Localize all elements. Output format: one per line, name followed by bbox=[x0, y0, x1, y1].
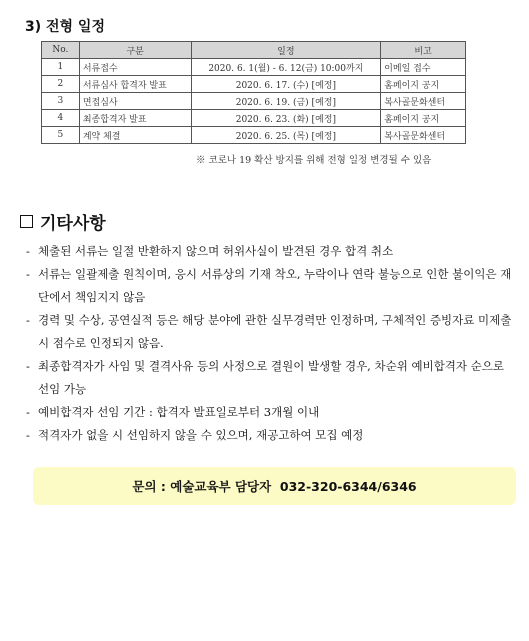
cell-remark: 복사골문화센터 bbox=[381, 127, 466, 144]
dash-icon: - bbox=[26, 313, 30, 327]
schedule-table bbox=[41, 41, 466, 144]
table-header-row bbox=[42, 42, 466, 59]
list-item-text: 예비합격자 선임 기간 : 합격자 발표일로부터 3개월 이내 bbox=[38, 405, 320, 419]
list-item-text: 서류는 일괄제출 원칙이며, 응시 서류상의 기재 착오, 누락이나 연락 불능으로 인한 불이익은 재단에서 책임지지 않음 bbox=[38, 267, 512, 304]
contact-text: 문의 : 예술교육부 담당자 032-320-6344/6346 bbox=[132, 479, 417, 494]
dash-icon: - bbox=[26, 359, 30, 373]
cell-category: 서류접수 bbox=[79, 59, 191, 76]
list-item bbox=[26, 263, 516, 309]
list-item bbox=[26, 401, 516, 424]
cell-schedule: 2020. 6. 17. (수) [예정] bbox=[191, 76, 381, 93]
cell-no: 3 bbox=[42, 93, 80, 110]
cell-no: 4 bbox=[42, 110, 80, 127]
list-item-text: 최종합격자가 사임 및 결격사유 등의 사정으로 결원이 발생할 경우, 차순위 예비합격자 순으로 선임 가능 bbox=[38, 359, 505, 396]
section-title: 3) 전형 일정 bbox=[25, 19, 105, 35]
etc-heading bbox=[20, 209, 106, 234]
cell-schedule: 2020. 6. 1(월) - 6. 12(금) 10:00까지 bbox=[191, 59, 381, 76]
header-no: No. bbox=[42, 42, 80, 59]
list-item-text: 체출된 서류는 일절 반환하지 않으며 허위사실이 발견된 경우 합격 취소 bbox=[38, 244, 394, 258]
dash-icon: - bbox=[26, 428, 30, 442]
cell-category: 면접심사 bbox=[79, 93, 191, 110]
list-item bbox=[26, 355, 516, 401]
cell-remark: 홈페이지 공지 bbox=[381, 110, 466, 127]
header-schedule: 일정 bbox=[191, 42, 381, 59]
checkbox-icon bbox=[20, 215, 33, 228]
header-category: 구분 bbox=[79, 42, 191, 59]
cell-schedule: 2020. 6. 23. (화) [예정] bbox=[191, 110, 381, 127]
table-row bbox=[42, 127, 466, 144]
dash-icon: - bbox=[26, 267, 30, 281]
cell-remark: 홈페이지 공지 bbox=[381, 76, 466, 93]
dash-icon: - bbox=[26, 244, 30, 258]
cell-category: 최종합격자 발표 bbox=[79, 110, 191, 127]
cell-no: 1 bbox=[42, 59, 80, 76]
table-row bbox=[42, 93, 466, 110]
cell-category: 서류심사 합격자 발표 bbox=[79, 76, 191, 93]
cell-no: 5 bbox=[42, 127, 80, 144]
list-item-text: 경력 및 수상, 공연실적 등은 해당 분야에 관한 실무경력만 인정하며, 구체적인 증빙자료 미제출 시 점수로 인정되지 않음. bbox=[38, 313, 512, 350]
cell-remark: 이메일 접수 bbox=[381, 59, 466, 76]
cell-category: 계약 체결 bbox=[79, 127, 191, 144]
list-item bbox=[26, 424, 516, 447]
contact-box bbox=[33, 467, 516, 505]
table-row bbox=[42, 110, 466, 127]
header-remark: 비고 bbox=[381, 42, 466, 59]
dash-icon: - bbox=[26, 405, 30, 419]
list-item bbox=[26, 240, 516, 263]
etc-list bbox=[26, 240, 516, 447]
etc-title: 기타사항 bbox=[40, 214, 106, 234]
table-row bbox=[42, 59, 466, 76]
cell-remark: 복사골문화센터 bbox=[381, 93, 466, 110]
cell-schedule: 2020. 6. 25. (목) [예정] bbox=[191, 127, 381, 144]
list-item bbox=[26, 309, 516, 355]
cell-no: 2 bbox=[42, 76, 80, 93]
table-row bbox=[42, 76, 466, 93]
schedule-note: ※ 코로나 19 확산 방지를 위해 전형 일정 변경될 수 있음 bbox=[196, 155, 432, 166]
list-item-text: 적격자가 없을 시 선임하지 않을 수 있으며, 재공고하여 모집 예정 bbox=[38, 428, 364, 442]
cell-schedule: 2020. 6. 19. (금) [예정] bbox=[191, 93, 381, 110]
